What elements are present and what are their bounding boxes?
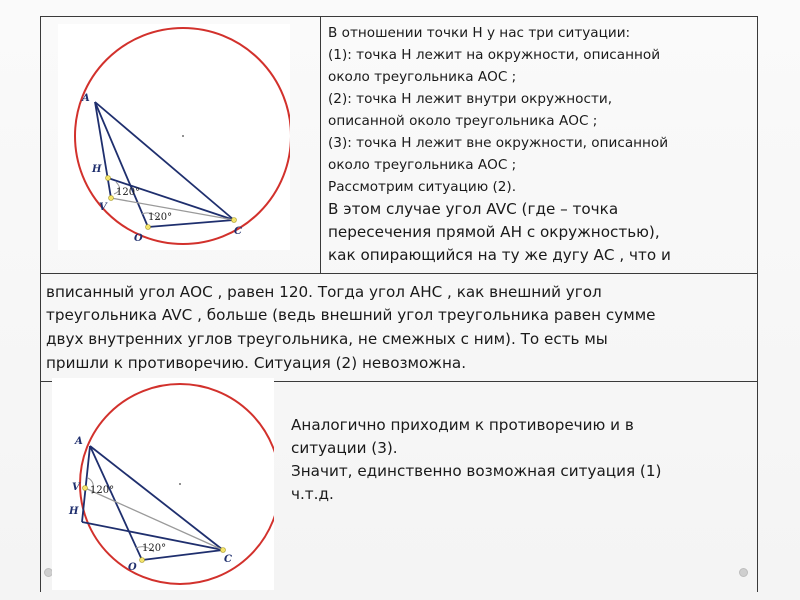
text-line: как опирающийся на ту же дугу АС , что и	[328, 246, 671, 264]
segment-a-c	[90, 446, 223, 550]
label-c: C	[234, 226, 242, 237]
text-line: около треугольника АОС ;	[328, 69, 517, 85]
table-border-top	[40, 16, 758, 17]
text-line: (3): точка Н лежит вне окружности, описанной	[328, 135, 669, 151]
text-line: Значит, единственно возможная ситуация (1)	[291, 462, 662, 480]
text-line: В этом случае угол AVC (где – точка	[328, 200, 619, 218]
text-line: треугольника AVC , больше (ведь внешний угол треугольника равен сумме	[46, 306, 656, 324]
segment-a-o	[90, 446, 142, 560]
text-line: пересечения прямой АН с окружностью),	[328, 223, 660, 241]
point-c	[232, 218, 237, 223]
label-v: V	[99, 202, 107, 213]
angle-label-h: 120°	[116, 187, 141, 198]
text-line: ситуации (3).	[291, 439, 398, 457]
center-point	[182, 135, 184, 137]
text-line: ч.т.д.	[291, 485, 334, 503]
segment-v-c	[111, 198, 234, 220]
angle-label-o: 120°	[148, 212, 173, 223]
table-row-divider-1	[40, 273, 758, 274]
segment-a-c	[95, 102, 234, 220]
label-c: C	[224, 554, 232, 565]
point-o	[140, 558, 145, 563]
text-line: (1): точка Н лежит на окружности, описанной	[328, 47, 661, 63]
figure-top-panel	[58, 24, 290, 250]
decor-dot-right	[739, 568, 748, 577]
point-h	[106, 176, 111, 181]
figure-top	[58, 24, 290, 250]
angle-label-v: 120°	[90, 485, 115, 496]
text-line: около треугольника АОС ;	[328, 157, 517, 173]
text-line: пришли к противоречию. Ситуация (2) невозможна.	[46, 354, 467, 372]
label-o: O	[134, 233, 143, 244]
text-line: Рассмотрим ситуацию (2).	[328, 179, 517, 195]
segment-a-v	[95, 102, 111, 198]
center-point	[179, 483, 181, 485]
label-h: H	[92, 164, 102, 175]
point-v	[109, 196, 114, 201]
text-line: вписанный угол АОС , равен 120. Тогда угол АНС , как внешний угол	[46, 283, 602, 301]
table-column-divider	[320, 16, 321, 274]
text-line: В отношении точки Н у нас три ситуации:	[328, 25, 631, 41]
label-v: V	[72, 482, 80, 493]
label-a: A	[75, 436, 83, 447]
figure-bottom	[52, 378, 274, 590]
text-line: (2): точка Н лежит внутри окружности,	[328, 91, 613, 107]
point-c	[221, 548, 226, 553]
segment-v-c	[85, 488, 223, 550]
label-a: A	[82, 93, 90, 104]
angle-label-o: 120°	[142, 543, 167, 554]
table-border-right	[757, 16, 758, 592]
point-o	[146, 225, 151, 230]
text-line: описанной около треугольника АОС ;	[328, 113, 598, 129]
point-v	[83, 486, 88, 491]
circumcircle	[80, 384, 274, 584]
figure-bottom-panel	[52, 378, 274, 590]
label-h: H	[69, 506, 79, 517]
label-o: O	[128, 562, 137, 573]
table-border-left	[40, 16, 41, 592]
text-line: двух внутренних углов треугольника, не смежных с ним). То есть мы	[46, 330, 608, 348]
text-line: Аналогично приходим к противоречию и в	[291, 416, 634, 434]
